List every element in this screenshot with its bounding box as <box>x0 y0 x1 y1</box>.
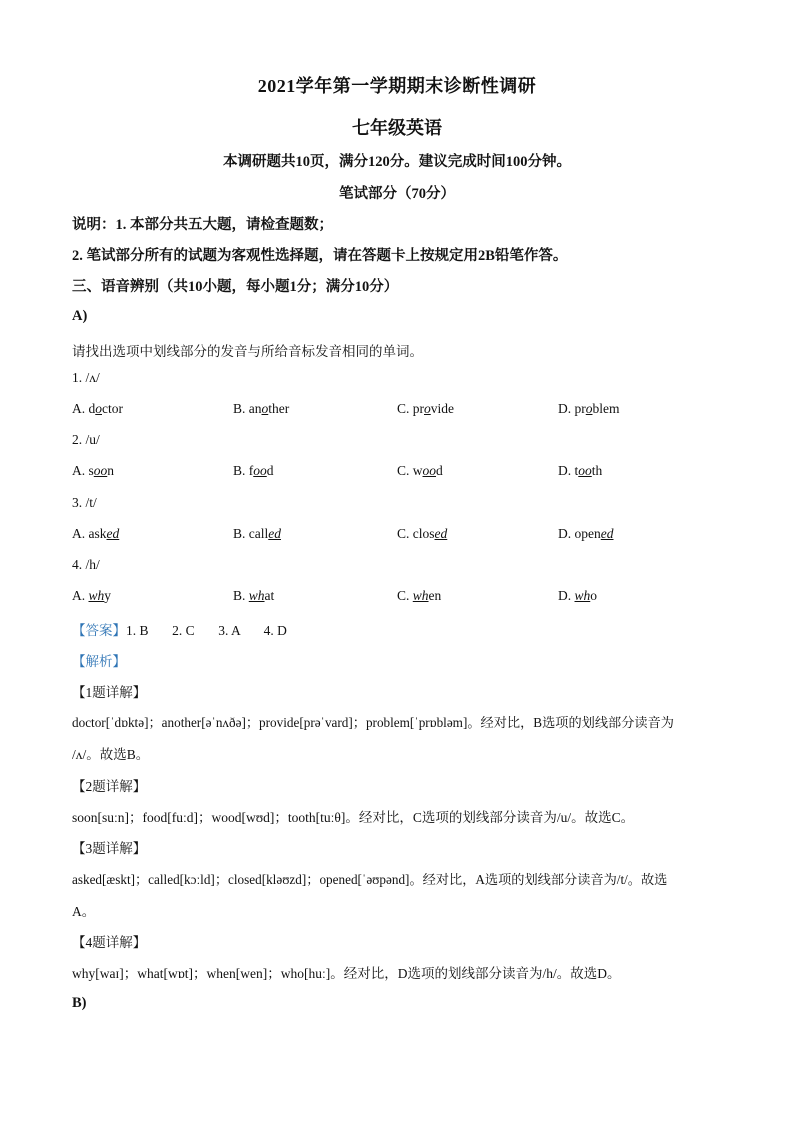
detail-text: asked[æskt]；called[kɔːld]；closed[kləʊzd]；opened[ˈəʊpənd]。经对比，A选项的划线部分读音为/t/。故选 <box>72 872 668 887</box>
instruction-line-2: 2. 笔试部分所有的试题为客观性选择题，请在答题卡上按规定用2B铅笔作答。 <box>72 248 568 264</box>
option-c: C. wood <box>397 463 443 478</box>
option-a: A. asked <box>72 526 120 541</box>
section-title: 笔试部分（70分） <box>339 186 455 202</box>
option-d: D. opened <box>558 526 614 541</box>
detail-text: soon[suːn]；food[fuːd]；wood[wʊd]；tooth[tuːθ]。经对比，C选项的划线部分读音为/u/。故选C。 <box>72 810 635 825</box>
option-b: B. food <box>233 463 274 478</box>
detail-label: 【1题详解】 <box>72 685 147 700</box>
question-stem: 1. /ʌ/ <box>72 370 100 385</box>
option-b: B. what <box>233 588 275 603</box>
option-b: B. called <box>233 526 281 541</box>
detail-label: 【3题详解】 <box>72 841 147 856</box>
detail-text: why[waɪ]；what[wɒt]；when[wen]；who[huː]。经对比，D选项的划线部分读音为/h/。故选D。 <box>72 966 621 981</box>
document-title: 2021学年第一学期期末诊断性调研 <box>257 76 537 96</box>
answer-row <box>72 619 287 640</box>
directions: 请找出选项中划线部分的发音与所给音标发音相同的单词。 <box>72 344 423 359</box>
subsection-b-label: B) <box>72 995 87 1011</box>
exam-info: 本调研题共10页，满分120分。建议完成时间100分钟。 <box>223 154 571 170</box>
question-stem: 3. /t/ <box>72 495 97 510</box>
detail-text: A。 <box>72 904 96 919</box>
detail-text: /ʌ/。故选B。 <box>72 747 150 762</box>
option-a: A. doctor <box>72 401 123 416</box>
detail-label: 【4题详解】 <box>72 935 147 950</box>
question-stem: 2. /u/ <box>72 432 100 447</box>
subsection-a-label: A) <box>72 308 88 324</box>
answer-values: 1. B 2. C 3. A 4. D <box>126 623 287 638</box>
option-d: D. tooth <box>558 463 603 478</box>
option-a: A. why <box>72 588 112 603</box>
subject-title: 七年级英语 <box>352 118 442 138</box>
question-stem: 4. /h/ <box>72 557 100 572</box>
answer-label: 【答案】 <box>72 623 126 638</box>
option-a: A. soon <box>72 463 115 478</box>
detail-text: doctor[ˈdɒktə]；another[əˈnʌðə]；provide[prəˈvard]；problem[ˈprɒbləm]。经对比，B选项的划线部分读音为 <box>72 715 674 730</box>
option-d: D. who <box>558 588 598 603</box>
option-c: C. closed <box>397 526 448 541</box>
part-heading: 三、语音辨别（共10小题，每小题1分；满分10分） <box>72 279 399 295</box>
option-c: C. provide <box>397 401 454 416</box>
option-b: B. another <box>233 401 290 416</box>
option-c: C. when <box>397 588 442 603</box>
detail-label: 【2题详解】 <box>72 779 147 794</box>
option-d: D. problem <box>558 401 620 416</box>
analysis-label: 【解析】 <box>72 654 126 669</box>
instruction-line-1: 说明：1. 本部分共五大题，请检查题数； <box>72 217 333 233</box>
